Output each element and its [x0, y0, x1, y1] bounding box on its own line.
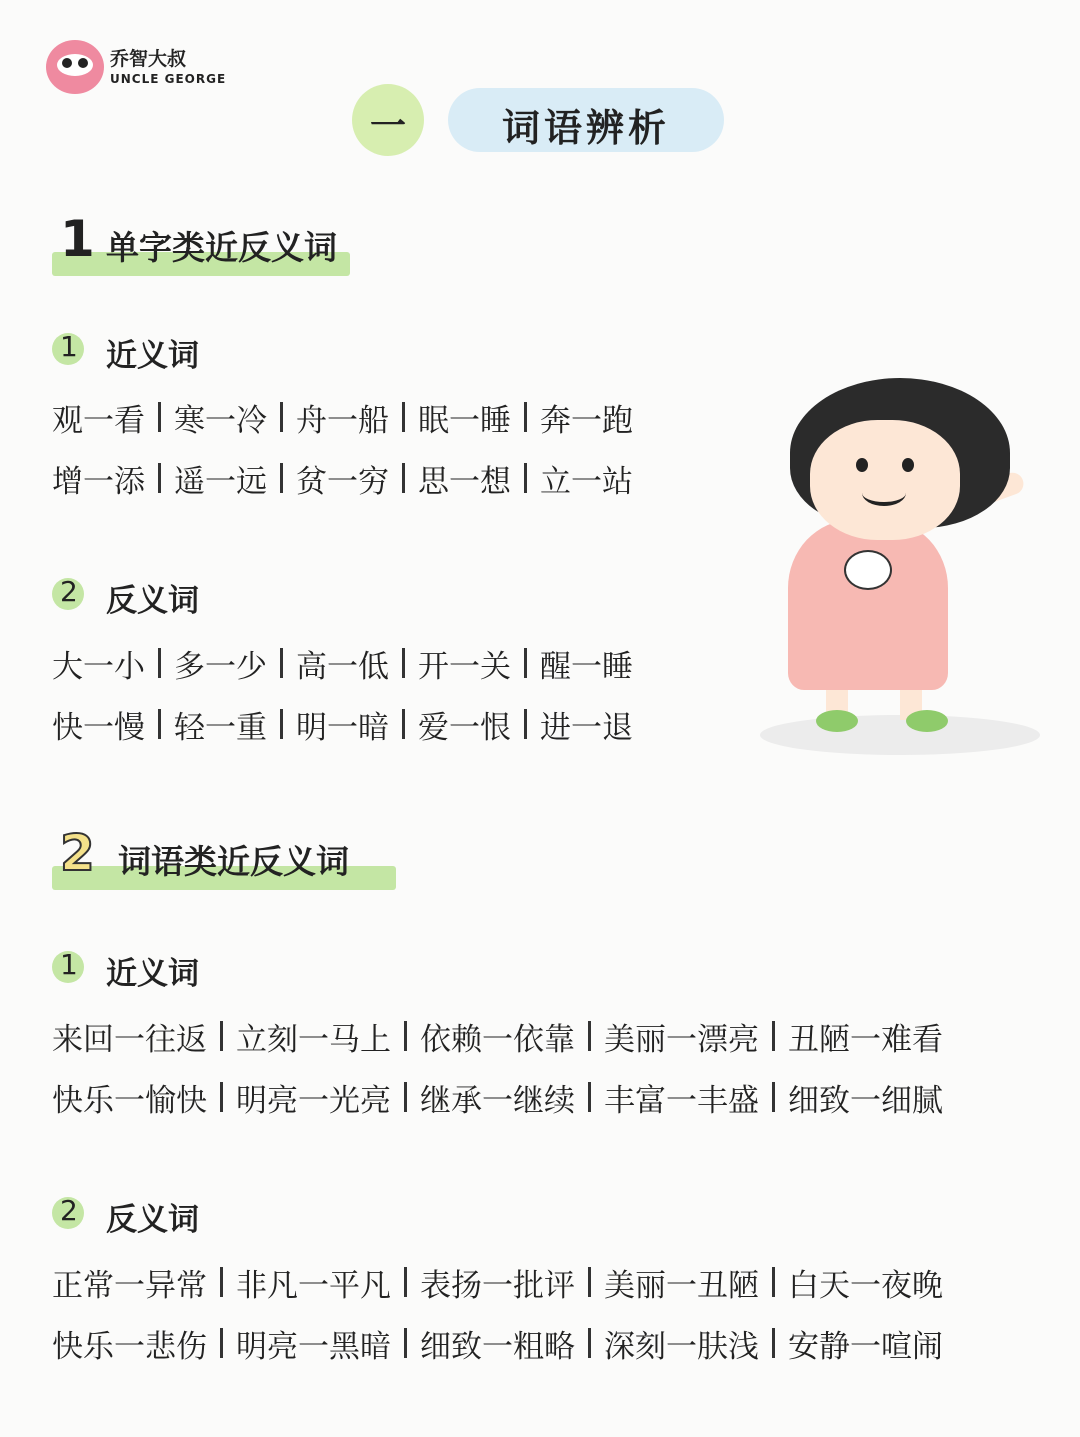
brand-logo: [46, 40, 227, 94]
subheading-label: 反义词: [106, 583, 199, 619]
separator: [772, 1267, 775, 1297]
word-pair-row: [52, 457, 633, 499]
word-pair: 轻一重: [174, 709, 267, 746]
panda-icon: [844, 550, 892, 590]
word-pair-row: [52, 1076, 943, 1118]
subheading-number: 2: [60, 575, 78, 608]
word-pair-row: [52, 396, 633, 438]
separator: [402, 463, 405, 493]
word-pair: 丰富一丰盛: [604, 1082, 759, 1119]
word-pair: 安静一喧闹: [788, 1328, 943, 1365]
separator: [772, 1021, 775, 1051]
section-heading-1: [52, 212, 350, 276]
word-pair: 明亮一黑暗: [236, 1328, 391, 1365]
separator: [588, 1082, 591, 1112]
separator: [220, 1021, 223, 1051]
word-pair: 细致一细腻: [788, 1082, 943, 1119]
separator: [404, 1082, 407, 1112]
subheading-number: 1: [60, 330, 78, 363]
word-pair: 非凡一平凡: [236, 1267, 391, 1304]
word-pair: 开一关: [418, 648, 511, 685]
separator: [524, 402, 527, 432]
separator: [524, 709, 527, 739]
word-pair: 来回一往返: [52, 1021, 207, 1058]
word-pair: 贫一穷: [296, 463, 389, 500]
logo-english-name: UNCLE GEORGE: [110, 72, 227, 86]
word-pair: 立一站: [540, 463, 633, 500]
chapter-title-pill: [448, 88, 724, 152]
word-pair: 白天一夜晚: [788, 1267, 943, 1304]
word-pair: 爱一恨: [418, 709, 511, 746]
word-pair: 多一少: [174, 648, 267, 685]
word-pair: 寒一冷: [174, 402, 267, 439]
separator: [280, 463, 283, 493]
word-pair: 明一暗: [296, 709, 389, 746]
word-pair: 美丽一丑陋: [604, 1267, 759, 1304]
word-pair: 快一慢: [52, 709, 145, 746]
separator: [158, 709, 161, 739]
word-pair-row: [52, 1322, 943, 1364]
word-pair: 高一低: [296, 648, 389, 685]
separator: [588, 1267, 591, 1297]
word-pair: 继承一继续: [420, 1082, 575, 1119]
word-pair-row: [52, 1261, 943, 1303]
word-pair: 深刻一肤浅: [604, 1328, 759, 1365]
word-pair: 表扬一批评: [420, 1267, 575, 1304]
word-pair: 醒一睡: [540, 648, 633, 685]
separator: [588, 1328, 591, 1358]
separator: [524, 463, 527, 493]
pink-dress: [788, 520, 948, 690]
chapter-title: 词语辨析: [501, 106, 670, 150]
separator: [404, 1328, 407, 1358]
girl-illustration: [760, 370, 1050, 770]
word-pair-row: [52, 1015, 943, 1057]
separator: [280, 709, 283, 739]
subheading-label: 近义词: [106, 338, 199, 374]
separator: [772, 1328, 775, 1358]
separator: [280, 648, 283, 678]
separator: [280, 402, 283, 432]
panda-logo-icon: [46, 40, 104, 94]
word-pair: 增一添: [52, 463, 145, 500]
section-heading-2: [52, 826, 396, 890]
word-pair: 观一看: [52, 402, 145, 439]
separator: [402, 648, 405, 678]
separator: [524, 648, 527, 678]
word-pair: 立刻一马上: [236, 1021, 391, 1058]
separator: [220, 1328, 223, 1358]
word-pair: 奔一跑: [540, 402, 633, 439]
separator: [404, 1021, 407, 1051]
word-pair: 眠一睡: [418, 402, 511, 439]
separator: [158, 648, 161, 678]
separator: [158, 463, 161, 493]
word-pair: 细致一粗略: [420, 1328, 575, 1365]
separator: [588, 1021, 591, 1051]
chapter-number-badge: [352, 84, 424, 156]
word-pair: 舟一船: [296, 402, 389, 439]
word-pair: 明亮一光亮: [236, 1082, 391, 1119]
word-pair: 思一想: [418, 463, 511, 500]
separator: [158, 402, 161, 432]
separator: [220, 1082, 223, 1112]
separator: [772, 1082, 775, 1112]
subheading-number: 2: [60, 1194, 78, 1227]
logo-chinese-name: 乔智大叔: [110, 48, 187, 70]
word-pair: 依赖一依靠: [420, 1021, 575, 1058]
separator: [404, 1267, 407, 1297]
separator: [402, 402, 405, 432]
section-number: 2: [60, 824, 95, 882]
chapter-number: 一: [369, 106, 406, 147]
word-pair-row: [52, 642, 633, 684]
section-title: 词语类近反义词: [118, 842, 349, 881]
word-pair: 大一小: [52, 648, 145, 685]
separator: [220, 1267, 223, 1297]
subheading-label: 近义词: [106, 956, 199, 992]
word-pair: 正常一异常: [52, 1267, 207, 1304]
separator: [402, 709, 405, 739]
girl-face: [810, 420, 960, 540]
word-pair: 遥一远: [174, 463, 267, 500]
word-pair: 美丽一漂亮: [604, 1021, 759, 1058]
word-pair: 丑陋一难看: [788, 1021, 943, 1058]
section-title: 单字类近反义词: [106, 228, 337, 267]
subheading-label: 反义词: [106, 1202, 199, 1238]
word-pair: 快乐一愉快: [52, 1082, 207, 1119]
word-pair: 进一退: [540, 709, 633, 746]
subheading-number: 1: [60, 948, 78, 981]
word-pair-row: [52, 703, 633, 745]
word-pair: 快乐一悲伤: [52, 1328, 207, 1365]
section-number: 1: [60, 210, 95, 268]
